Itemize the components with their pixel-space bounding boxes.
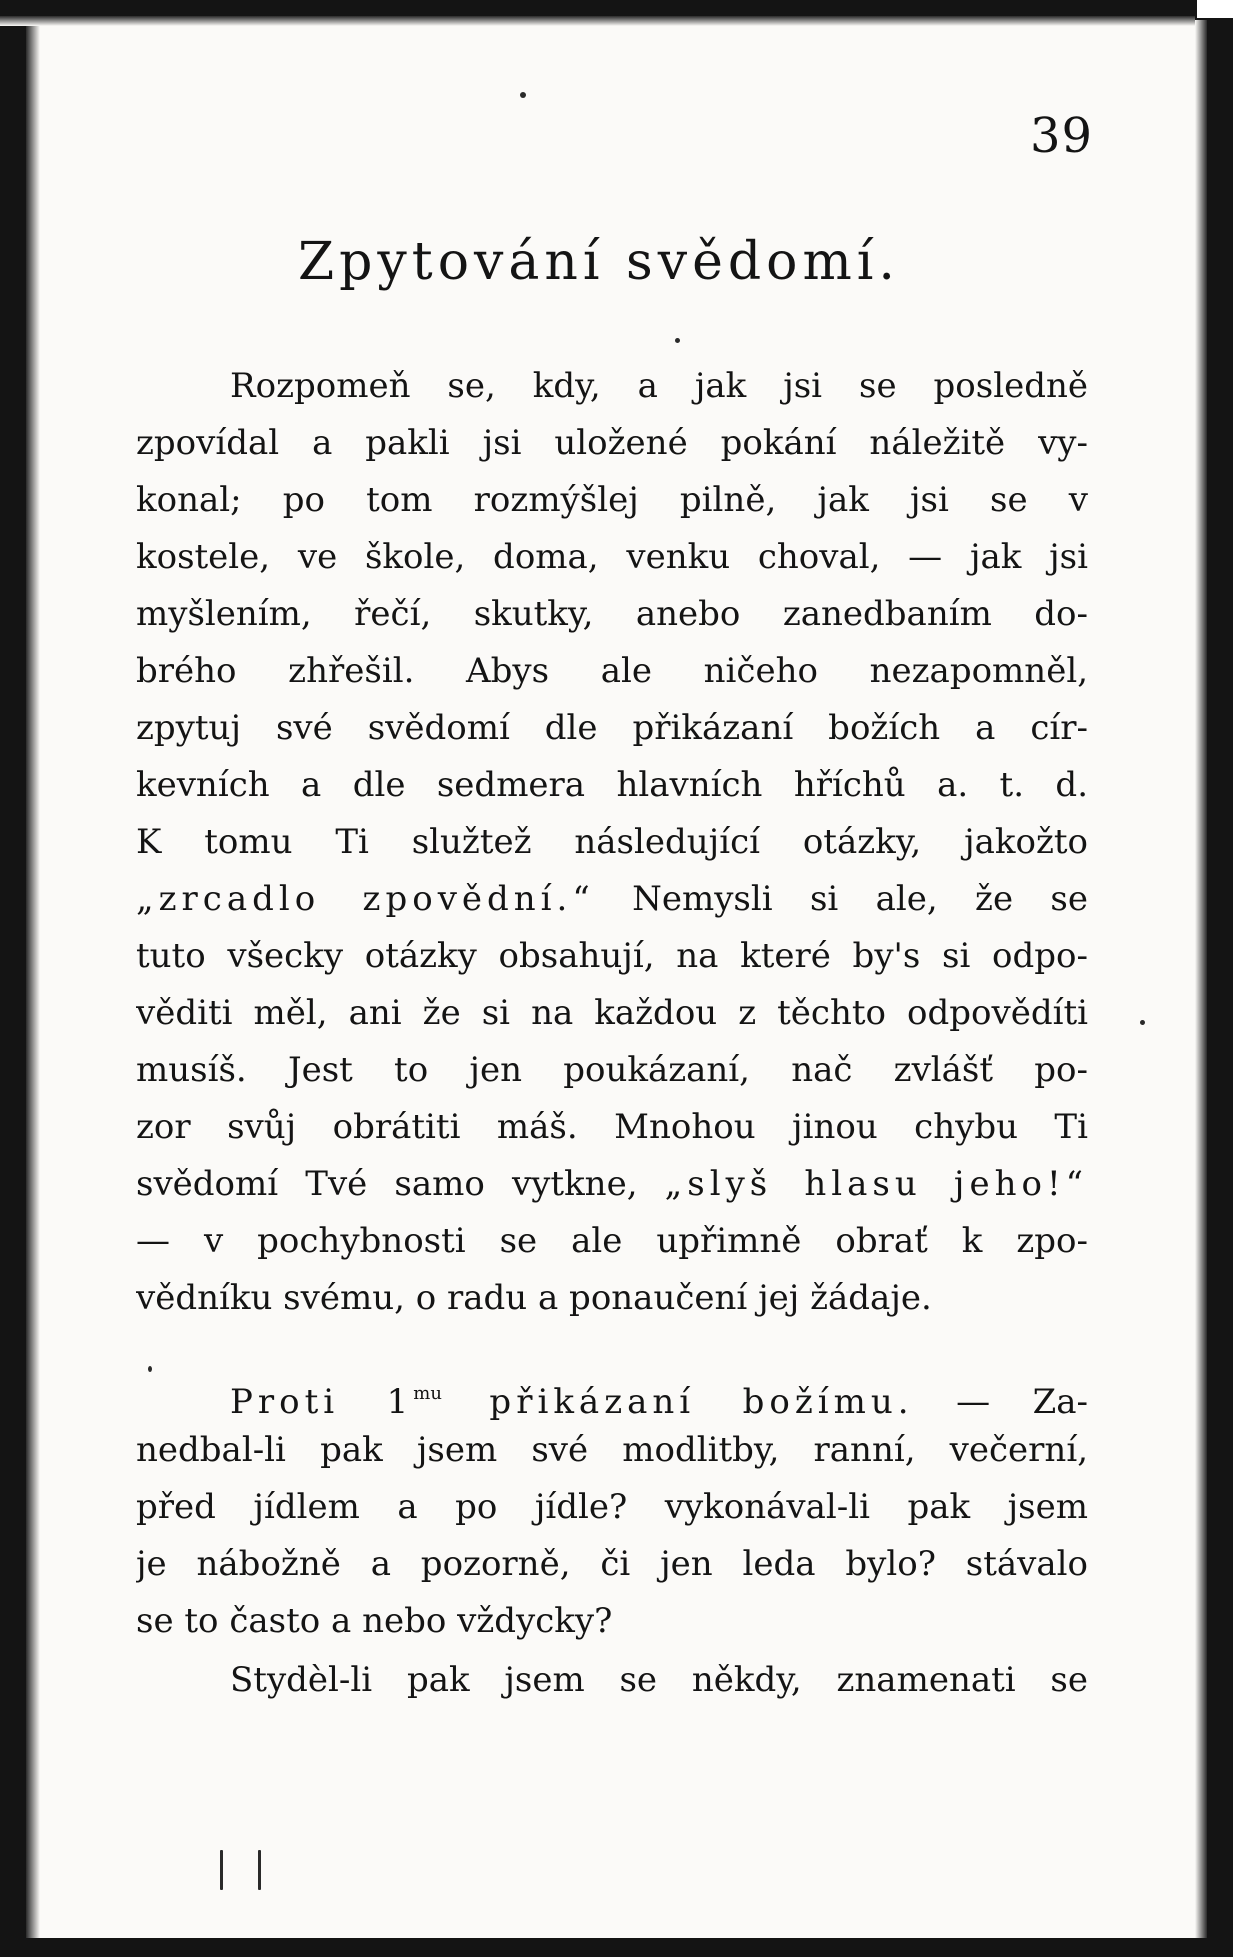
text-line: musíš. Jest to jen poukázaní, nač zvlášť po- [136,1050,1088,1090]
scan-shadow-top [0,16,1233,26]
print-speck [258,1850,261,1890]
scan-shadow-left [26,0,40,1957]
text-line: kevních a dle sedmera hlavních hříchů a. t. d. [136,765,1088,805]
scan-shadow-right [1195,0,1207,1957]
text-line: konal; po tom rozmýšlej pilně, jak jsi se v [136,480,1088,520]
print-speck [220,1850,223,1890]
text-line: brého zhřešil. Abys ale ničeho nezapomněl, [136,651,1088,691]
text-line: je nábožně a pozorně, či jen leda bylo? stávalo [136,1544,1088,1584]
scan-border-left [0,0,26,1957]
section-heading-line [136,1365,1088,1422]
text-fragment: Nemysli si ale, že se [594,879,1088,919]
text-line [136,871,1088,928]
page-title: Zpytování svědomí. [298,232,900,292]
text-line: K tomu Ti služtež následující otázky, jakožto [136,822,1088,862]
text-line [136,1156,1088,1213]
text-line: věditi měl, ani že si na každou z těchto odpovědíti [136,993,1088,1033]
text-fragment: svědomí Tvé samo vytkne, [136,1164,665,1204]
text-line: zor svůj obrátiti máš. Mnohou jinou chybu Ti [136,1107,1088,1147]
text-line: před jídlem a po jídle? vykonával-li pak jsem [136,1487,1088,1527]
page-number: 39 [1030,108,1094,164]
text-line: se to často a nebo vždycky? [136,1601,613,1641]
spaced-phrase: „zrcadlo zpovědní.“ [136,879,595,919]
print-speck [1140,1020,1145,1025]
paragraph-2 [136,1365,1088,1650]
text-line: tuto všecky otázky obsahují, na které by's si odpo- [136,936,1088,976]
scan-border-bottom [0,1938,1233,1957]
text-line: vědníku svému, o radu a ponaučení jej žádaje. [136,1278,932,1318]
paragraph-3 [136,1652,1088,1709]
text-line: nedbal-li pak jsem své modlitby, ranní, večerní, [136,1430,1088,1470]
ordinal-superscript: mu [413,1383,442,1404]
spaced-phrase: „slyš hlasu jeho!“ [664,1164,1088,1204]
text-line: kostele, ve škole, doma, venku choval, — jak jsi [136,537,1088,577]
paragraph-1 [136,358,1088,1327]
text-line: Rozpomeň se, kdy, a jak jsi se posledně [230,366,1088,406]
print-speck [520,92,526,98]
text-line: zpytuj své svědomí dle přikázaní božích a cír- [136,708,1088,748]
scan-corner-mark [1195,0,1233,20]
text-line: zpovídal a pakli jsi uložené pokání náležitě vy- [136,423,1088,463]
text-fragment: — Za- [913,1382,1088,1422]
print-speck [675,338,680,343]
text-line: myšlením, řečí, skutky, anebo zanedbaním do- [136,594,1088,634]
scan-border-right [1207,0,1233,1957]
text-line: Stydèl-li pak jsem se někdy, znamenati se [230,1660,1088,1700]
text-line: — v pochybnosti se ale upřimně obrať k zpo- [136,1221,1088,1261]
section-heading: přikázaní božímu. [441,1382,914,1422]
scan-border-top [0,0,1233,16]
section-heading: Proti 1 [230,1382,414,1422]
